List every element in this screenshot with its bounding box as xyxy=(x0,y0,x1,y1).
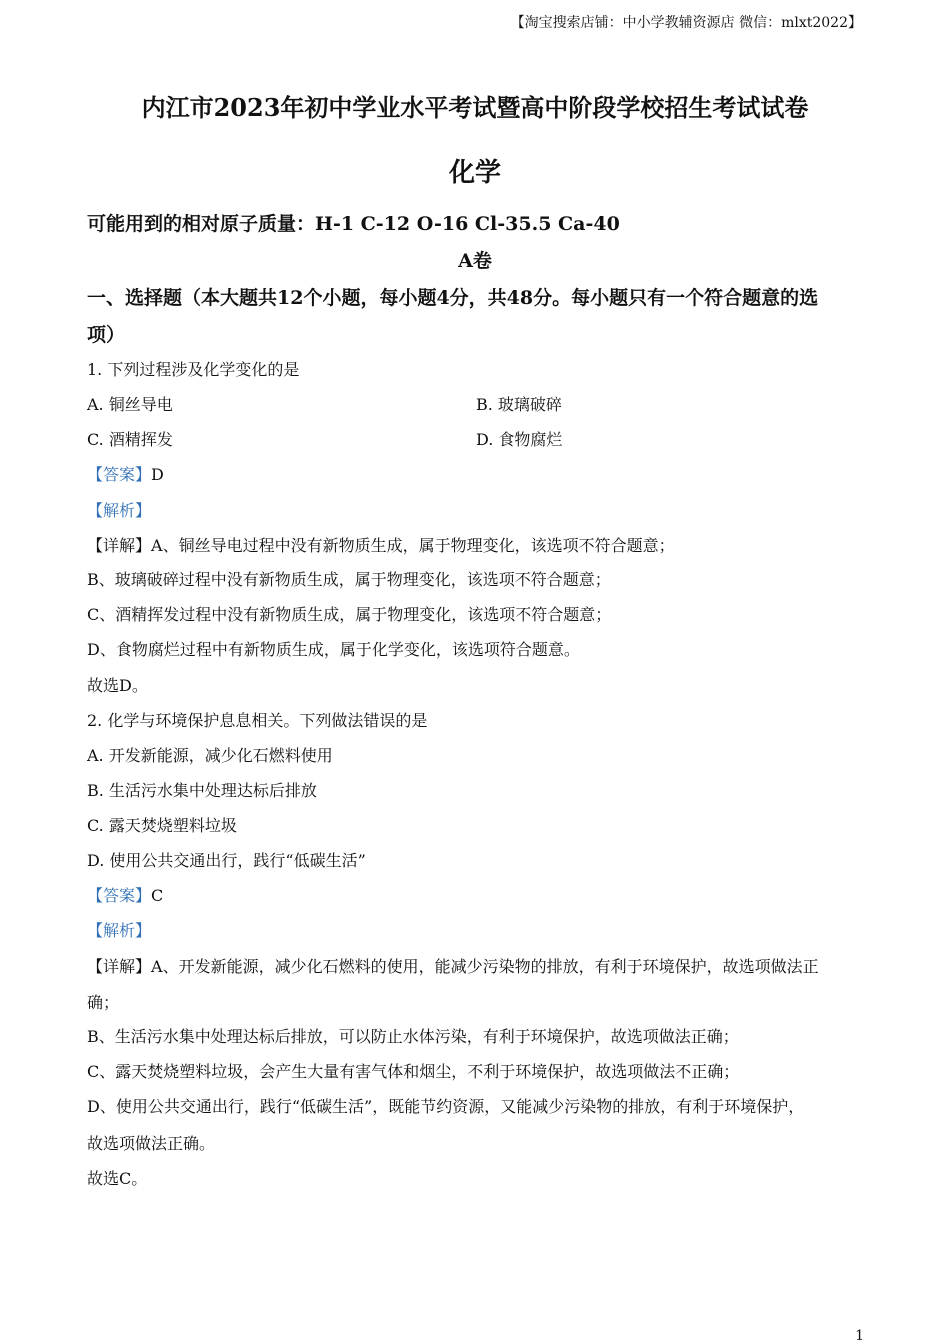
q1-answer xyxy=(87,462,164,485)
detail-text: A、铜丝导电过程中没有新物质生成，属于物理变化，该选项不符合题意； xyxy=(151,536,675,555)
q2-stem: 2. 化学与环境保护息息相关。下列做法错误的是 xyxy=(87,711,428,730)
q1-option-d: D. 食物腐烂 xyxy=(476,430,563,449)
subject-title: 化学 xyxy=(448,158,501,188)
detail-tag: 【详解】 xyxy=(87,957,152,976)
q1-conclusion: 故选D。 xyxy=(87,676,148,695)
q2-option-c: C. 露天焚烧塑料垃圾 xyxy=(87,816,237,835)
q1-option-a: A. 铜丝导电 xyxy=(87,395,173,414)
q1-detail-c: C、酒精挥发过程中没有新物质生成，属于物理变化，该选项不符合题意； xyxy=(87,605,612,624)
q2-detail-a xyxy=(87,954,819,977)
header-note: 【淘宝搜索店铺：中小学教辅资源店 微信：mlxt2022】 xyxy=(510,15,862,31)
atomic-masses: 可能用到的相对原子质量：H-1 C-12 O-16 Cl-35.5 Ca-40 xyxy=(87,213,620,235)
section-heading: 一、选择题（本大题共12个小题，每小题4分，共48分。每小题只有一个符合题意的选 xyxy=(87,287,819,309)
q2-detail-b: B、生活污水集中处理达标后排放，可以防止水体污染，有利于环境保护，故选项做法正确； xyxy=(87,1027,739,1046)
q2-detail-c: C、露天焚烧塑料垃圾，会产生大量有害气体和烟尘，不利于环境保护，故选项做法不正确； xyxy=(87,1062,740,1081)
answer-value: D xyxy=(151,465,164,484)
answer-tag: 【答案】 xyxy=(87,886,152,905)
q2-option-a: A. 开发新能源，减少化石燃料使用 xyxy=(87,746,333,765)
q2-analysis-tag: 【解析】 xyxy=(87,921,152,940)
answer-tag: 【答案】 xyxy=(87,465,152,484)
q1-option-c: C. 酒精挥发 xyxy=(87,430,173,449)
detail-text: A、开发新能源，减少化石燃料的使用，能减少污染物的排放，有利于环境保护，故选项做法正 xyxy=(151,957,819,976)
exam-title: 内江市2023年初中学业水平考试暨高中阶段学校招生考试试卷 xyxy=(141,93,809,122)
q2-option-b: B. 生活污水集中处理达标后排放 xyxy=(87,781,317,800)
q1-detail-b: B、玻璃破碎过程中没有新物质生成，属于物理变化，该选项不符合题意； xyxy=(87,570,611,589)
q2-answer xyxy=(87,883,163,906)
q2-detail-d-cont: 故选项做法正确。 xyxy=(87,1134,216,1153)
q1-option-b: B. 玻璃破碎 xyxy=(476,395,562,414)
q2-detail-d: D、使用公共交通出行，践行“低碳生活”，既能节约资源，又能减少污染物的排放，有利于环境保护， xyxy=(87,1097,805,1116)
q2-option-d: D. 使用公共交通出行，践行“低碳生活” xyxy=(87,851,366,870)
q2-conclusion: 故选C。 xyxy=(87,1169,148,1188)
q1-stem: 1. 下列过程涉及化学变化的是 xyxy=(87,360,300,379)
q1-analysis-tag: 【解析】 xyxy=(87,501,152,520)
volume-label: A卷 xyxy=(458,250,492,272)
page-number: 1 xyxy=(855,1328,864,1344)
detail-tag: 【详解】 xyxy=(87,536,152,555)
answer-value: C xyxy=(151,886,164,905)
section-heading-cont: 项） xyxy=(87,324,126,346)
q1-detail-d: D、食物腐烂过程中有新物质生成，属于化学变化，该选项符合题意。 xyxy=(87,640,580,659)
q2-detail-a-cont: 确； xyxy=(87,993,120,1012)
q1-detail-a xyxy=(87,533,675,556)
